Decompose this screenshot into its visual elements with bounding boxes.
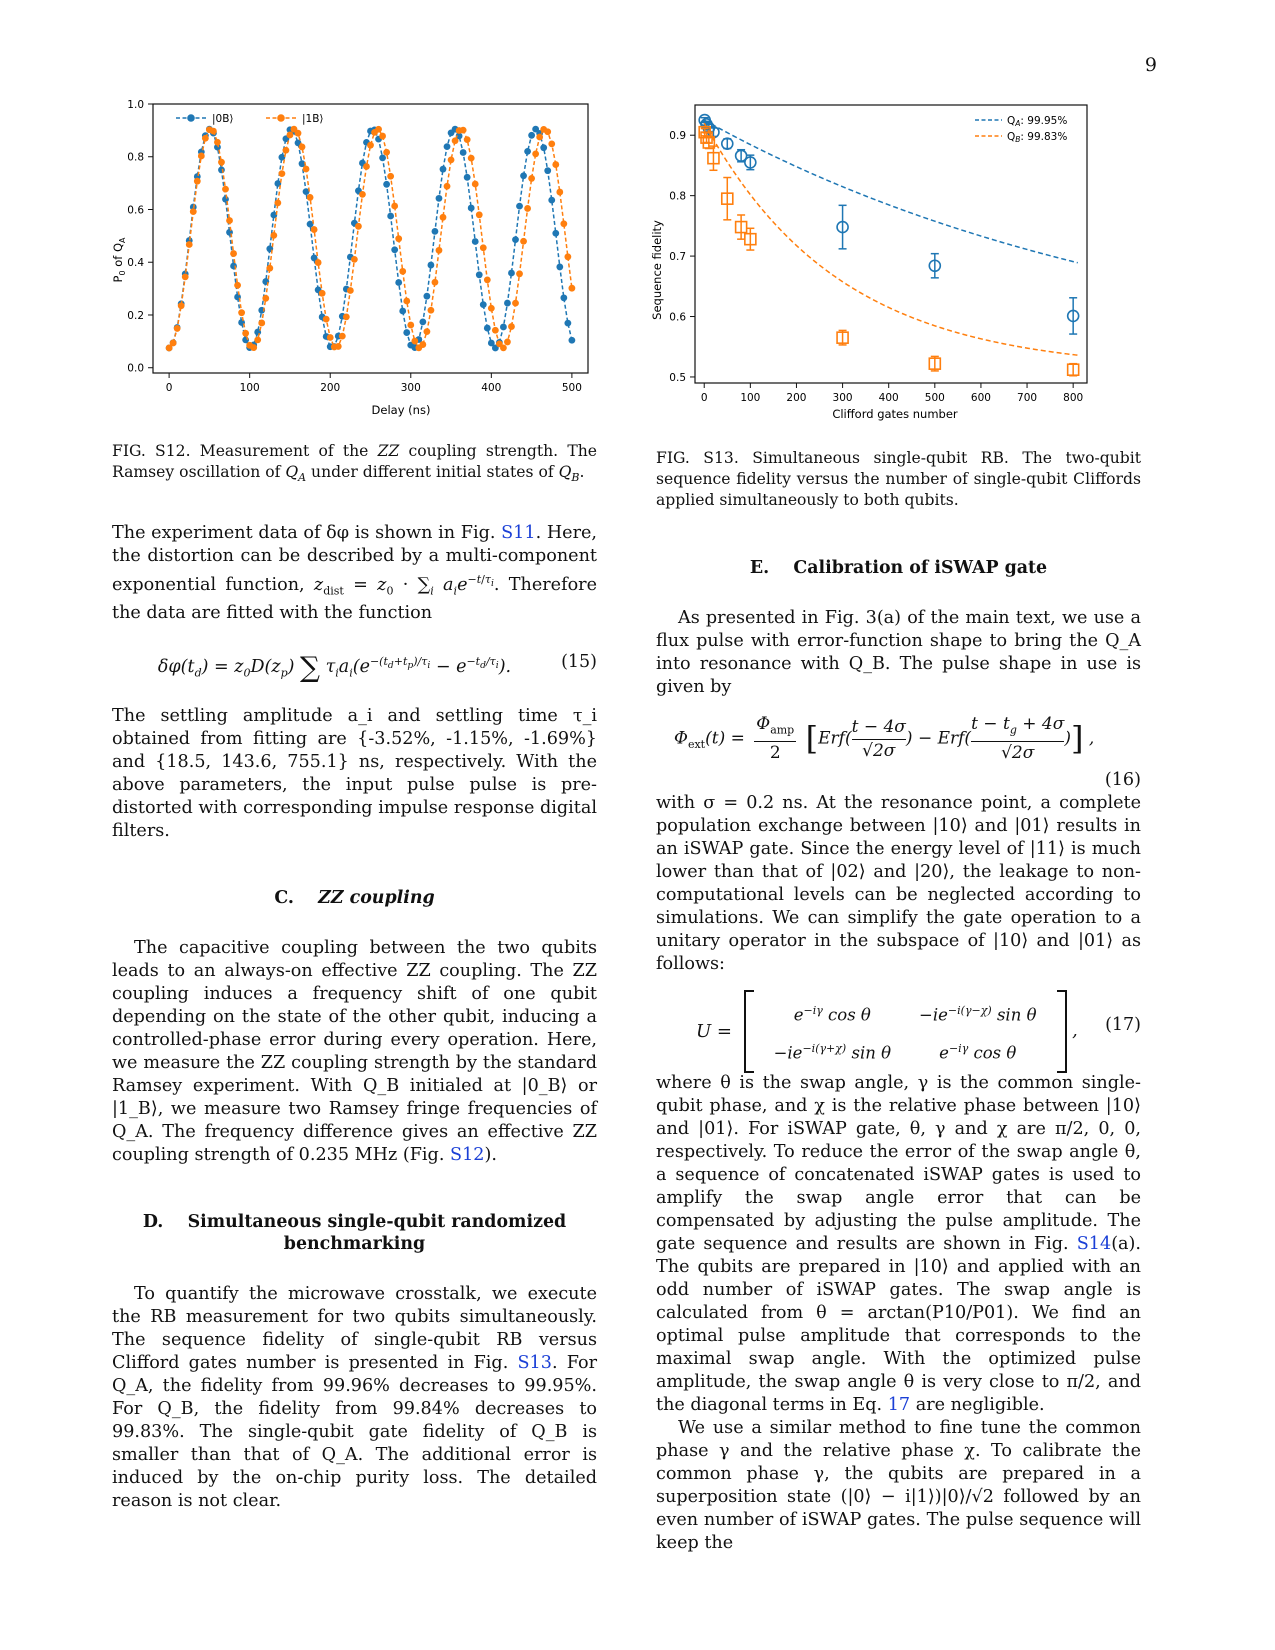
data-point <box>460 149 467 156</box>
data-point <box>472 238 479 245</box>
data-point <box>182 273 189 280</box>
data-point <box>287 132 294 139</box>
data-point <box>379 154 386 161</box>
data-point <box>428 307 435 314</box>
data-point <box>568 285 575 292</box>
data-point <box>210 128 217 135</box>
legend-label-1b: |1B⟩ <box>302 113 324 125</box>
link-fig-s12[interactable]: S12 <box>450 1145 485 1166</box>
data-point <box>423 328 430 335</box>
y-tick-label: 0.6 <box>127 204 144 217</box>
paragraph-phase-calibration: We use a similar method to fine tune the common phase γ and the relative phase χ. To calibrate the common phase γ, the qubits are prepared in a superposition state (|0⟩ − i|1⟩)|0⟩/√2 followed by an even number of iSWAP gates. The pulse sequence will keep the <box>656 1418 1141 1553</box>
legend-label-0b: |0B⟩ <box>212 113 234 125</box>
data-point <box>363 163 370 170</box>
data-point <box>472 181 479 188</box>
data-point <box>339 333 346 340</box>
paragraph-settling: The settling amplitude a_i and settling time τ_i obtained from fitting are {-3.52%, -1.15%, -1.69%} and {18.5, 143.6, 755.1} ns, respectively. With the above parameters, the input pulse pulse is pre-distorted with corresponding impulse response digital filters. <box>112 706 597 842</box>
figure-s12-caption: FIG. S12. Measurement of the ZZ coupling strength. The Ramsey oscillation of $Q_A$ under different initial states of $Q_B$. <box>112 442 597 485</box>
link-fig-s14[interactable]: S14 <box>1076 1234 1112 1254</box>
data-point <box>548 140 555 147</box>
y-tick-label: 0.9 <box>669 130 686 143</box>
data-point <box>552 161 559 168</box>
link-fig-s11[interactable]: S11 <box>501 523 536 543</box>
left-column <box>112 441 597 488</box>
x-tick-label: 200 <box>320 382 341 394</box>
data-point <box>274 199 281 206</box>
data-point <box>516 203 523 210</box>
y-tick-label: 0.4 <box>127 257 144 270</box>
data-point <box>528 175 535 182</box>
section-c-title: C. ZZ coupling <box>274 888 435 909</box>
paragraph-zz-coupling: The capacitive coupling between the two qubits leads to an always-on effective ZZ coupling. The ZZ coupling induces a frequency shift of one qubit depending on the state of the other qubit, inducing a controlled-phase error during every operation. Here, we measure the ZZ coupling strength by the standard Ramsey experiment. With Q_B initialed at |0_B⟩ or |1_B⟩, we measure two Ramsey fringe frequencies of Q_A. The frequency difference gives an effective ZZ coupling strength of 0.235 MHz (Fig. S12). <box>112 938 597 1166</box>
data-point <box>419 341 426 348</box>
figure-s12-xlabel: Delay (ns) <box>371 403 431 417</box>
data-point <box>383 149 390 156</box>
y-tick-label: 0.5 <box>669 371 686 384</box>
x-tick-label: 200 <box>786 392 807 404</box>
data-point <box>552 230 559 237</box>
x-tick-label: 500 <box>561 382 582 394</box>
data-point <box>311 226 318 233</box>
paragraph-resonance: with σ = 0.2 ns. At the resonance point, a complete population exchange between |10⟩ and |01⟩ results in an iSWAP gate. Since the energy level of |11⟩ is much lower than that of |02⟩ and |20⟩, the leakage to non-computational levels can be neglected according to simulations. We can simplify the gate operation to a unitary operator in the subspace of |10⟩ and |01⟩ as follows: <box>656 793 1141 974</box>
x-tick-label: 300 <box>400 382 421 394</box>
data-point <box>407 322 414 329</box>
data-point <box>508 270 515 277</box>
page-number: 9 <box>1144 54 1157 76</box>
data-point <box>218 167 225 174</box>
paragraph-simultaneous-rb: To quantify the microwave crosstalk, we execute the RB measurement for two qubits simultaneously. The sequence fidelity of single-qubit RB versus Clifford gates number is presented in Fig. S13. For Q_A, the fidelity from 99.96% decreases to 99.95%. For Q_B, the fidelity from 99.84% decreases to 99.83%. The single-qubit gate fidelity of Q_B is smaller than that of Q_A. The additional error is induced by the on-chip purity loss. The detailed reason is not clear. <box>112 1284 597 1512</box>
data-point <box>512 300 519 307</box>
data-point <box>258 320 265 327</box>
data-point <box>528 132 535 139</box>
data-point <box>270 232 277 239</box>
data-point <box>500 344 507 351</box>
data-point <box>444 143 451 150</box>
data-point <box>391 246 398 253</box>
x-tick-label: 400 <box>481 382 502 394</box>
data-point <box>464 174 471 181</box>
paragraph-flux-pulse: As presented in Fig. 3(a) of the main text, we use a flux pulse with error-function shape to bring the Q_A into resonance with Q_B. The pulse shape in use is given by <box>656 608 1141 697</box>
data-point <box>214 139 221 146</box>
data-point <box>564 320 571 327</box>
data-point <box>423 293 430 300</box>
data-point <box>335 343 342 350</box>
data-point <box>303 166 310 173</box>
data-point <box>568 337 575 344</box>
data-point <box>448 157 455 164</box>
equation-17: U = $e^{-i\gamma}$ cos θ $-ie^{-i(\gamma-\chi)}$ sin θ $-ie^{-i(\gamma+\chi)}$ sin θ $e^{-i\gamma}$ cos θ , (17) <box>656 990 1141 1062</box>
data-point <box>560 294 567 301</box>
data-point <box>484 325 491 332</box>
data-point <box>351 256 358 263</box>
data-point <box>399 308 406 315</box>
data-point <box>564 253 571 260</box>
data-point <box>512 236 519 243</box>
data-point <box>536 134 543 141</box>
data-point <box>403 329 410 336</box>
data-point <box>315 259 322 266</box>
data-point <box>544 128 551 135</box>
data-point <box>544 167 551 174</box>
data-point <box>186 241 193 248</box>
data-point <box>524 148 531 155</box>
data-point <box>432 279 439 286</box>
data-point <box>492 327 499 334</box>
data-point <box>379 133 386 140</box>
data-point <box>283 147 290 154</box>
right-column <box>656 448 1141 1555</box>
y-tick-label: 0.2 <box>127 309 144 322</box>
figure-s13-xlabel: Clifford gates number <box>832 407 958 421</box>
data-point <box>480 244 487 251</box>
data-point <box>556 264 563 271</box>
data-point <box>484 277 491 284</box>
x-tick-label: 100 <box>239 382 260 394</box>
series-line-0 <box>169 129 572 348</box>
data-point <box>444 183 451 190</box>
x-tick-label: 700 <box>1017 392 1038 404</box>
data-point <box>391 203 398 210</box>
data-point <box>234 282 241 289</box>
data-point <box>218 159 225 166</box>
x-tick-label: 100 <box>740 392 761 404</box>
data-point <box>468 155 475 162</box>
data-point <box>395 279 402 286</box>
data-point <box>190 208 197 215</box>
data-point <box>222 196 229 203</box>
series-line-1 <box>169 129 572 348</box>
data-point <box>359 191 366 198</box>
x-tick-label: 300 <box>832 392 853 404</box>
data-point <box>399 268 406 275</box>
data-point <box>278 170 285 177</box>
data-point <box>516 270 523 277</box>
data-point <box>174 325 181 332</box>
legend-label-qa: QA: 99.95% <box>1007 115 1068 128</box>
link-fig-s13[interactable]: S13 <box>517 1353 552 1374</box>
x-tick-label: 0 <box>700 392 708 404</box>
data-point <box>556 189 563 196</box>
paragraph-distortion: The experiment data of δφ is shown in Fig. S11. Here, the distortion can be described by a multi-component exponential function, $z_{dist} = z_0 \cdot \sum_i$ $a_ie^{-t/\tau_i}$. Therefore the data are fitted with the function <box>112 523 598 624</box>
x-tick-label: 600 <box>970 392 991 404</box>
data-point <box>198 153 205 160</box>
data-point <box>319 290 326 297</box>
data-point <box>419 318 426 325</box>
data-point <box>367 142 374 149</box>
data-point <box>504 339 511 346</box>
data-point <box>532 150 539 157</box>
data-point <box>242 330 249 337</box>
x-tick-label: 800 <box>1063 392 1084 404</box>
data-point <box>387 173 394 180</box>
link-eq-17[interactable]: 17 <box>887 1395 911 1415</box>
y-tick-label: 0.7 <box>669 251 686 264</box>
equation-15: $\delta\varphi(t_d) = z_0D(z_p)$ ∑ $\tau_ia_i(e^{-(t_d+t_p)/\tau_i} - e^{-t_d/\tau_i})$. (15) <box>112 639 597 685</box>
figure-s13-chart <box>645 100 1125 435</box>
data-point <box>476 271 483 278</box>
data-point <box>520 238 527 245</box>
data-point <box>254 336 261 343</box>
data-point <box>307 194 314 201</box>
y-tick-label: 0.0 <box>127 362 144 375</box>
figure-s13-caption: FIG. S13. Simultaneous single-qubit RB. The two-qubit sequence fidelity versus the number of single-qubit Cliffords applied simultaneously to both qubits. <box>656 449 1141 509</box>
data-point <box>347 287 354 294</box>
data-point <box>508 323 515 330</box>
data-point <box>436 195 443 202</box>
data-point <box>295 130 302 137</box>
data-point <box>387 213 394 220</box>
fit-line-1 <box>704 123 1078 355</box>
data-point <box>194 178 201 185</box>
data-point <box>355 223 362 230</box>
data-point <box>560 220 567 227</box>
data-point <box>375 126 382 133</box>
data-point <box>480 301 487 308</box>
data-point <box>440 214 447 221</box>
data-point <box>436 247 443 254</box>
data-point <box>500 324 507 331</box>
data-point <box>540 144 547 151</box>
data-point <box>383 181 390 188</box>
equation-15-number: (15) <box>561 652 597 673</box>
section-e-title: E. Calibration of iSWAP gate <box>749 558 1048 578</box>
left-text <box>112 522 597 1513</box>
data-point <box>476 211 483 218</box>
data-point <box>343 313 350 320</box>
data-point <box>468 205 475 212</box>
legend-label-qb: QB: 99.83% <box>1007 131 1068 144</box>
figure-s13-legend <box>975 115 1067 144</box>
data-point <box>548 197 555 204</box>
data-point <box>411 338 418 345</box>
y-tick-label: 0.8 <box>127 151 144 164</box>
data-point <box>403 298 410 305</box>
data-point <box>226 217 233 224</box>
x-tick-label: 0 <box>165 382 173 394</box>
data-point <box>440 166 447 173</box>
y-tick-label: 1.0 <box>127 100 144 111</box>
data-point <box>230 250 237 257</box>
y-tick-label: 0.6 <box>669 311 686 324</box>
x-tick-label: 400 <box>878 392 899 404</box>
data-point <box>428 262 435 269</box>
section-d-title: D. Simultaneous single-qubit randomized benchmarking <box>142 1212 567 1255</box>
equation-17-number: (17) <box>1105 1015 1141 1035</box>
data-point <box>170 340 177 347</box>
data-point <box>222 186 229 193</box>
data-point <box>452 137 459 144</box>
equation-16: $\Phi_{ext}(t)$ = $\Phi_{amp}$ 2 [Erf( $\frac{t - 4\sigma}{√2\sigma}$ ) − Erf( $\frac{t - t_g + 4\sigma}{√2\sigma}$ )] , <box>674 714 1095 764</box>
figure-s12-legend <box>176 113 324 125</box>
equation-16-number: (16) <box>1104 770 1141 790</box>
data-point <box>395 235 402 242</box>
data-point <box>242 337 249 344</box>
data-point <box>266 265 273 272</box>
data-point <box>488 305 495 312</box>
data-point <box>262 295 269 302</box>
data-point <box>323 316 330 323</box>
data-point <box>504 300 511 307</box>
figure-s13-ylabel: Sequence fidelity <box>650 220 664 320</box>
data-point <box>327 334 334 341</box>
data-point <box>524 205 531 212</box>
paragraph-swap-angle: where θ is the swap angle, γ is the common single-qubit phase, and χ is the relative phase between |10⟩ and |01⟩. For iSWAP gate, θ, γ and χ are π/2, 0, 0, respectively. To reduce the error of the swap angle θ, a sequence of concatenated iSWAP gates is used to amplify the swap angle error that can be compensated by adjusting the pulse amplitude. The gate sequence and results are shown in Fig. S14(a). The qubits are prepared in |10⟩ and applied with an odd number of iSWAP gates. The swap angle is calculated from θ = arctan(P10/P01). We find an optimal pulse amplitude that corresponds to the maximal swap angle. With the optimized pulse amplitude, the swap angle θ is very close to π/2, and the diagonal terms in Eq. 17 are negligible. <box>656 1073 1141 1415</box>
y-tick-label: 0.8 <box>669 190 686 203</box>
data-point <box>520 172 527 179</box>
data-point <box>178 302 185 309</box>
data-point <box>460 127 467 134</box>
data-point <box>202 135 209 142</box>
figure-s12-ylabel: $P_0$ of $Q_A$ <box>111 237 127 283</box>
data-point <box>464 136 471 143</box>
figure-s12-chart <box>108 100 628 435</box>
data-point <box>250 344 257 351</box>
data-point <box>299 144 306 151</box>
x-tick-label: 500 <box>924 392 945 404</box>
data-point <box>238 309 245 316</box>
data-point <box>432 228 439 235</box>
